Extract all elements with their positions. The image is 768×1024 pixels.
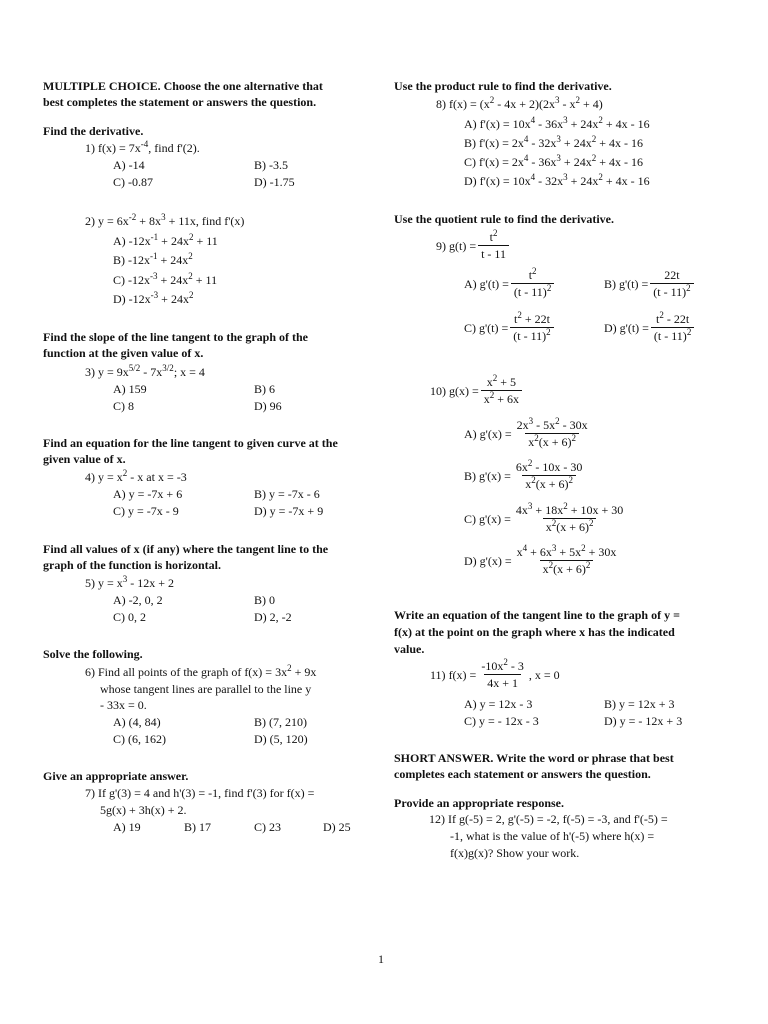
q3-option-a: A) 159 bbox=[113, 382, 147, 396]
q4-option-a: A) y = -7x + 6 bbox=[113, 487, 183, 501]
q2-option-a: A) $-12x^{-1} + 24x^2 + 11$ bbox=[113, 232, 218, 248]
section-provide-response: Provide an appropriate response. bbox=[394, 796, 565, 810]
q7-option-c: C) 23 bbox=[254, 820, 281, 834]
question-9: 9) g(t) = $\frac{t^2}{t - 11}$ bbox=[436, 230, 511, 262]
section-tangent-line1: Find an equation for the line tangent to given curve at the bbox=[43, 436, 338, 450]
q6-option-b: B) (7, 210) bbox=[254, 715, 307, 729]
sa-header-line1: SHORT ANSWER. Write the word or phrase that best bbox=[394, 751, 674, 765]
q3-option-c: C) 8 bbox=[113, 399, 134, 413]
section-slope-line1: Find the slope of the line tangent to the graph of the bbox=[43, 330, 308, 344]
q8-option-b: B) $f'(x) = 2x^4 - 32x^3 + 24x^2 + 4x - 16$ bbox=[464, 134, 643, 150]
question-1: 1) $f(x) = 7x^{-4}$, find f'(2). bbox=[85, 139, 200, 155]
section-horizontal-line2: graph of the function is horizontal. bbox=[43, 558, 222, 572]
question-2: 2) $y = 6x^{-2} + 8x^3 + 11x$, find f'(x) bbox=[85, 212, 245, 228]
q4-option-d: D) y = -7x + 9 bbox=[254, 504, 324, 518]
section-horizontal-line1: Find all values of x (if any) where the tangent line to the bbox=[43, 542, 329, 556]
q2-option-c: C) $-12x^{-3} + 24x^2 + 11$ bbox=[113, 271, 218, 287]
question-6-line2: whose tangent lines are parallel to the line y bbox=[100, 682, 312, 696]
q4-option-c: C) y = -7x - 9 bbox=[113, 504, 179, 518]
q1-option-c: C) -0.87 bbox=[113, 175, 153, 189]
section-tangent-line2: given value of x. bbox=[43, 452, 126, 466]
q7-option-d: D) 25 bbox=[323, 820, 351, 834]
q2-option-b: B) $-12x^{-1} + 24x^2$ bbox=[113, 251, 193, 267]
mc-header-line2: best completes the statement or answers the question. bbox=[43, 95, 317, 109]
section-appropriate-answer: Give an appropriate answer. bbox=[43, 769, 189, 783]
question-3: 3) $y = 9x^{5/2} - 7x^{3/2}$; x = 4 bbox=[85, 363, 205, 379]
q11-option-d: D) y = - 12x + 3 bbox=[604, 714, 683, 728]
question-12: 12) If g(-5) = 2, g'(-5) = -2, f(-5) = -3, and f'(-5) = bbox=[429, 812, 668, 826]
q2-option-d: D) $-12x^{-3} + 24x^2$ bbox=[113, 290, 194, 306]
question-12-line3: f(x)g(x)? Show your work. bbox=[450, 846, 580, 860]
section-quotient-rule: Use the quotient rule to find the derivative. bbox=[394, 212, 614, 226]
q10-option-a: A) g'(x) = $\frac{2x^3 - 5x^2 - 30x}{x^2(x + 6)^2}$ bbox=[464, 416, 588, 450]
q10-option-b: B) g'(x) = $\frac{6x^2 - 10x - 30}{x^2(x + 6)^2}$ bbox=[464, 458, 583, 492]
section-solve: Solve the following. bbox=[43, 647, 143, 661]
q9-option-a: A) g'(t) = $\frac{t^2}{(t - 11)^2}$ bbox=[464, 268, 556, 300]
question-6: 6) Find all points of the graph of $f(x) = 3x^2 + 9x$ bbox=[85, 663, 317, 679]
q6-option-a: A) (4, 84) bbox=[113, 715, 161, 729]
question-7-line2: 5g(x) + 3h(x) + 2. bbox=[100, 803, 187, 817]
q8-option-c: C) $f'(x) = 2x^4 - 36x^3 + 24x^2 + 4x - 16$ bbox=[464, 153, 643, 169]
section-slope-line2: function at the given value of x. bbox=[43, 346, 204, 360]
q6-option-d: D) (5, 120) bbox=[254, 732, 308, 746]
q10-option-c: C) g'(x) = $\frac{4x^3 + 18x^2 + 10x + 30}{x^2(x + 6)^2}$ bbox=[464, 501, 624, 535]
question-10: 10) g(x) = $\frac{x^2 + 5}{x^2 + 6x}$ bbox=[430, 375, 524, 407]
section-tangent-eq-line2: f(x) at the point on the graph where x has the indicated bbox=[394, 625, 675, 639]
page-number: 1 bbox=[378, 952, 384, 966]
q5-option-a: A) -2, 0, 2 bbox=[113, 593, 163, 607]
q7-option-a: A) 19 bbox=[113, 820, 141, 834]
section-tangent-eq-line3: value. bbox=[394, 642, 425, 656]
q9-option-b: B) g'(t) = $\frac{22t}{(t - 11)^2}$ bbox=[604, 268, 696, 300]
q10-option-d: D) g'(x) = $\frac{x^4 + 6x^3 + 5x^2 + 30x}{x^2(x + 6)^2}$ bbox=[464, 543, 617, 577]
sa-header-line2: completes each statement or answers the question. bbox=[394, 767, 651, 781]
mc-header-line1: MULTIPLE CHOICE. Choose the one alternative that bbox=[43, 79, 323, 93]
q11-option-a: A) y = 12x - 3 bbox=[464, 697, 533, 711]
q8-option-d: D) $f'(x) = 10x^4 - 32x^3 + 24x^2 + 4x - 16$ bbox=[464, 172, 650, 188]
q9-fraction: $\frac{t^2}{t - 11}$ bbox=[478, 230, 509, 262]
q3-option-d: D) 96 bbox=[254, 399, 282, 413]
question-4: 4) $y = x^2 - x$ at x = -3 bbox=[85, 468, 187, 484]
q11-option-b: B) y = 12x + 3 bbox=[604, 697, 675, 711]
q11-option-c: C) y = - 12x - 3 bbox=[464, 714, 539, 728]
q3-option-b: B) 6 bbox=[254, 382, 275, 396]
question-7: 7) If g'(3) = 4 and h'(3) = -1, find f'(3) for f(x) = bbox=[85, 786, 315, 800]
q5-option-b: B) 0 bbox=[254, 593, 275, 607]
q9-option-c: C) g'(t) = $\frac{t^2 + 22t}{(t - 11)^2}$ bbox=[464, 312, 556, 344]
q5-option-d: D) 2, -2 bbox=[254, 610, 292, 624]
section-tangent-eq-line1: Write an equation of the tangent line to the graph of y = bbox=[394, 608, 680, 622]
section-product-rule: Use the product rule to find the derivative. bbox=[394, 79, 612, 93]
q7-option-b: B) 17 bbox=[184, 820, 211, 834]
q5-option-c: C) 0, 2 bbox=[113, 610, 146, 624]
q1-option-a: A) -14 bbox=[113, 158, 145, 172]
question-12-line2: -1, what is the value of h'(-5) where h(x) = bbox=[450, 829, 655, 843]
q6-option-c: C) (6, 162) bbox=[113, 732, 166, 746]
question-11: 11) f(x) = $\frac{-10x^2 - 3}{4x + 1}$ , x = 0 bbox=[430, 657, 560, 691]
question-6-line3: - 33x = 0. bbox=[100, 698, 147, 712]
q9-option-d: D) g'(t) = $\frac{t^2 - 22t}{(t - 11)^2}$ bbox=[604, 312, 696, 344]
q8-option-a: A) $f'(x) = 10x^4 - 36x^3 + 24x^2 + 4x - 16$ bbox=[464, 115, 650, 131]
q1-option-b: B) -3.5 bbox=[254, 158, 288, 172]
section-find-derivative: Find the derivative. bbox=[43, 124, 144, 138]
q1-option-d: D) -1.75 bbox=[254, 175, 295, 189]
question-5: 5) $y = x^3 - 12x + 2$ bbox=[85, 574, 175, 590]
q4-option-b: B) y = -7x - 6 bbox=[254, 487, 320, 501]
question-8: 8) $f(x) = (x^2 - 4x + 2)(2x^3 - x^2 + 4)$ bbox=[436, 95, 603, 111]
